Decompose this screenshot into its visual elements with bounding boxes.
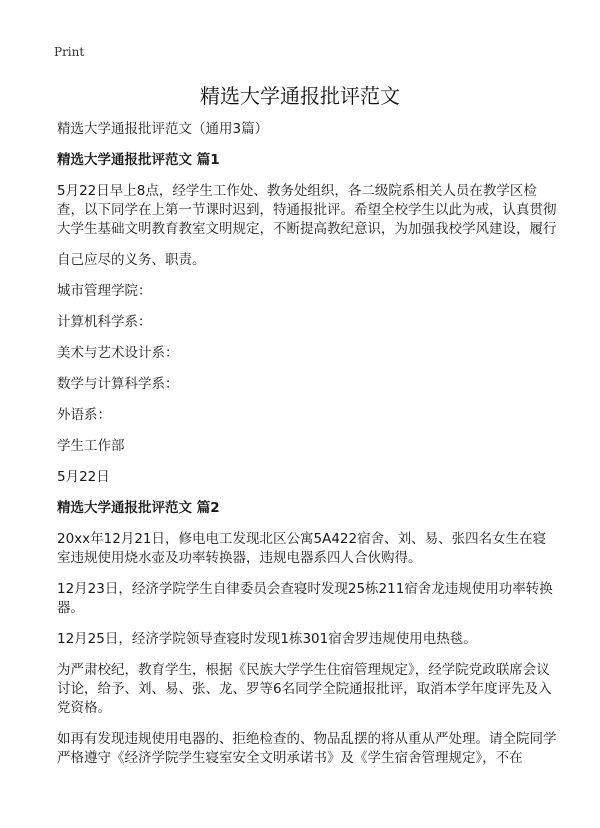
document-body (57, 120, 557, 780)
paragraph: 5月22日 (57, 469, 110, 485)
paragraph: 12月23日，经济学院学生自律委员会查寝时发现25栋211宿舍龙违规使用功率转换器。 (57, 581, 553, 616)
paragraph: 5月22日早上8点，经学生工作处、教务处组织，各二级院系相关人员在教学区检查，以下同学在上第一节课时迟到，特通报批评。希望全校学生以此为戒，认真贯彻大学生基础文明教育教室文明规定，不断提高教纪意识，为加强我校学风建设，履行 (57, 183, 557, 237)
paragraph: 计算机科学系： (57, 314, 152, 330)
paragraph: 20xx年12月21日，修电电工发现北区公寓5A422宿舍、刘、易、张四名女生在寝室违规使用烧水壶及功率转换器，违规电器系四人合伙购得。 (57, 531, 547, 566)
paragraph: 学生工作部 (57, 438, 125, 454)
print-label: Print (54, 45, 85, 59)
section-heading: 精选大学通报批评范文 篇1 (57, 152, 220, 168)
paragraph: 如再有发现违规使用电器的、拒绝检查的、物品乱摆的将从重从严处理。请全院同学严格遵守《经济学院学生寝室安全文明承诺书》及《学生宿舍管理规定》，不在 (57, 731, 557, 766)
paragraph: 自己应尽的义务、职责。 (57, 252, 206, 268)
section-heading: 精选大学通报批评范文 篇2 (57, 500, 220, 516)
paragraph: 为严肃校纪，教育学生，根据《民族大学学生住宿管理规定》，经学院党政联席会议讨论，给予、刘、易、张、龙、罗等6名同学全院通报批评，取消本学年度评先及入党资格。 (57, 662, 552, 716)
paragraph: 城市管理学院： (57, 283, 152, 299)
paragraph: 数学与计算科学系： (57, 376, 179, 392)
paragraph: 12月25日，经济学院领导查寝时发现1栋301宿舍罗违规使用电热毯。 (57, 631, 477, 647)
document-subtitle: 精选大学通报批评范文（通用3篇） (57, 121, 269, 137)
paragraph: 外语系： (57, 407, 111, 423)
document-title: 精选大学通报批评范文 (200, 84, 400, 108)
paragraph: 美术与艺术设计系： (57, 345, 179, 361)
